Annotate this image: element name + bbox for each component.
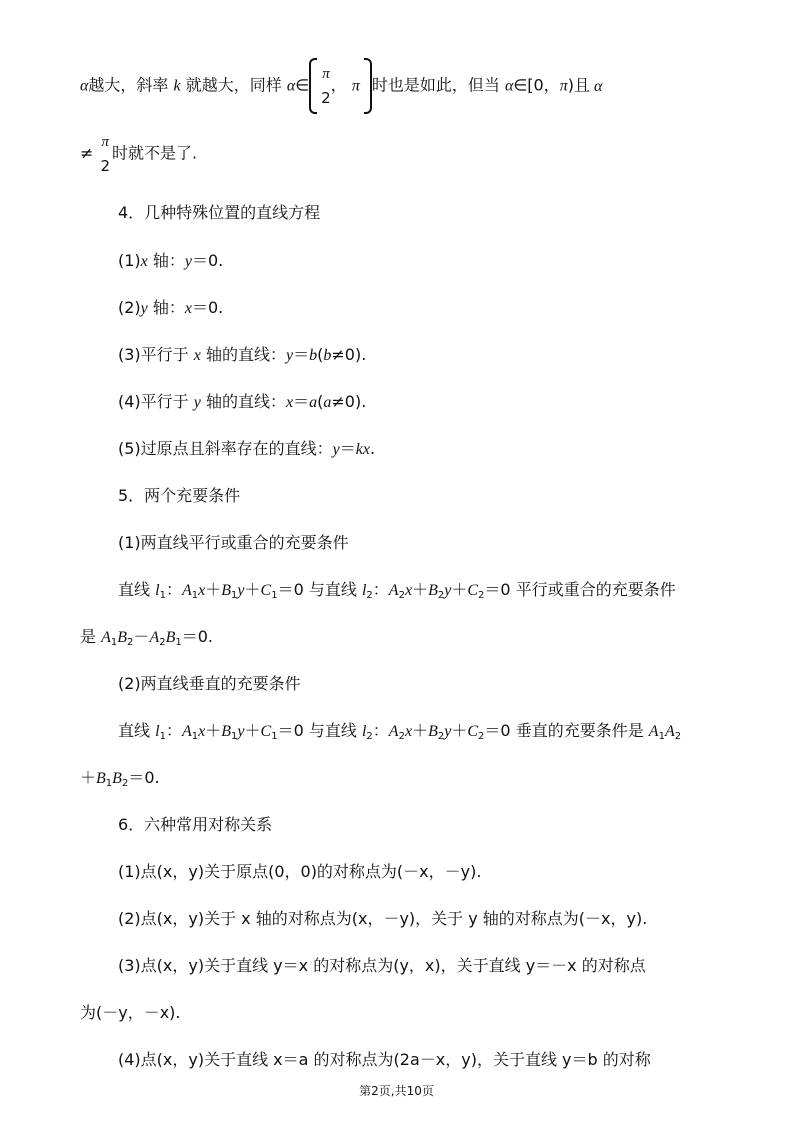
text-line-1: α越大，斜率 k 就越大，同样 α∈ π 2 ， π 时也是如此，但当 α∈[0，π)且 α xyxy=(80,58,602,114)
section-4-item-5: (5)过原点且斜率存在的直线：y＝kx. xyxy=(118,439,376,458)
section-5-para-1b: 是 $A_1B_2-A_2B_1=0$. xyxy=(80,627,214,648)
text: 时也是如此，但当 xyxy=(371,75,500,95)
section-4-heading: 4．几种特殊位置的直线方程 xyxy=(118,203,321,222)
section-5-para-1a: 直线 $l_1$：$A_1x+B_1y+C_1=0$ 与直线 $l_2$：$A_2x+B_2y+C_2=0$ 平行或重合的充要条件 xyxy=(118,580,676,601)
not-equal-symbol: ≠ xyxy=(80,143,94,163)
text: 越大，斜率 xyxy=(88,75,169,95)
section-6-heading: 6．六种常用对称关系 xyxy=(118,815,273,834)
line-l1-equation: $l_1$：$A_1x+B_1y+C_1=0$ xyxy=(155,580,304,601)
element-of-symbol: ∈ xyxy=(295,75,310,95)
section-4-item-2: (2)y 轴：x＝0. xyxy=(118,298,224,317)
section-5-para-2b: $+B_1B_2=0$. xyxy=(80,768,160,789)
section-5-subheading-2: (2)两直线垂直的充要条件 xyxy=(118,674,301,693)
line-l2-equation: $l_2$：$A_2x+B_2y+C_2=0$ xyxy=(361,580,511,601)
section-4-item-1: (1)x 轴：y＝0. xyxy=(118,251,224,270)
interval-bracket: π 2 ， π xyxy=(309,58,372,114)
section-6-item-4: (4)点(x，y)关于直线 x＝a 的对称点为(2a－x，y)，关于直线 y＝b 的对称 xyxy=(118,1050,651,1069)
section-5-subheading-1: (1)两直线平行或重合的充要条件 xyxy=(118,533,349,552)
parallel-condition: $A_1B_2-A_2B_1$ xyxy=(101,627,182,648)
fraction: π 2 xyxy=(321,66,331,107)
line-l1-equation: $l_1$：$A_1x+B_1y+C_1=0$ xyxy=(155,721,304,742)
k-symbol: k xyxy=(173,77,181,95)
line-l2-equation: $l_2$：$A_2x+B_2y+C_2=0$ xyxy=(361,721,511,742)
perpendicular-term-1: $A_1A_2$ xyxy=(648,723,682,742)
alpha-symbol: α xyxy=(286,77,296,95)
text: 就越大，同样 xyxy=(185,75,282,95)
section-4-item-3: (3)平行于 x 轴的直线：y＝b(b≠0). xyxy=(118,345,367,364)
section-6-item-3a: (3)点(x，y)关于直线 y＝x 的对称点为(y，x)，关于直线 y＝－x 的对称点 xyxy=(118,956,646,975)
section-5-heading: 5．两个充要条件 xyxy=(118,486,241,505)
page-footer: 第2页,共10页 xyxy=(359,1084,434,1098)
section-6-item-1: (1)点(x，y)关于原点(0，0)的对称点为(－x，－y). xyxy=(118,862,482,881)
alpha-symbol: α xyxy=(80,77,89,95)
section-5-para-2a: 直线 $l_1$：$A_1x+B_1y+C_1=0$ 与直线 $l_2$：$A_2x+B_2y+C_2=0$ 垂直的充要条件是 $A_1A_2$ xyxy=(118,721,682,742)
fraction: π 2 xyxy=(100,134,111,175)
section-6-item-2: (2)点(x，y)关于 x 轴的对称点为(x，－y)，关于 y 轴的对称点为(－x，y). xyxy=(118,909,648,928)
section-4-item-4: (4)平行于 y 轴的直线：x＝a(a≠0). xyxy=(118,392,367,411)
text-line-2: ≠ π 2 时就不是了. xyxy=(80,130,197,178)
perpendicular-term-2: $+B_1B_2$ xyxy=(80,768,129,789)
section-6-item-3b: 为(－y，－x). xyxy=(80,1003,181,1022)
